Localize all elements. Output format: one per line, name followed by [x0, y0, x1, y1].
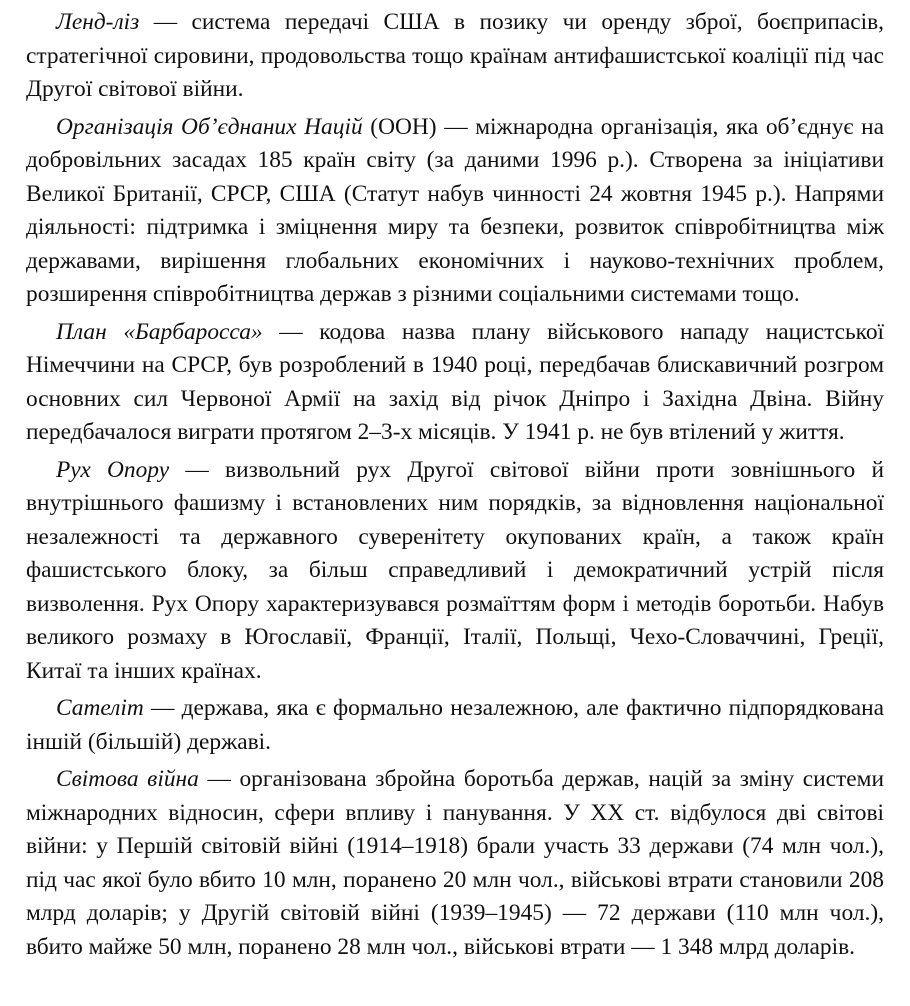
glossary-entry-barbarossa — [26, 316, 884, 450]
definition-lend-lease: — система передачі США в позику чи оренду зброї, боєприпасів, стратегічної сировини, продовольства тощо країнам антифашистської коаліції під час Другої світової війни. — [26, 9, 884, 102]
term-satellite: Сателіт — [56, 695, 144, 721]
term-united-nations: Організація Об’єднаних Націй — [56, 113, 363, 140]
definition-world-war: — організована збройна боротьба держав, націй за зміну системи міжнародних відносин, сфери впливу і панування. У ХХ ст. відбулося дві світові війни: у Першій світовій війні (1914–1918) брали участь 33 держави (74 млн чол.), під час якої було вбито 10 млн, поранено 20 млн чол., військові втрати становили 208 млрд доларів; у Другій світовій війні (1939–1945) — 72 держави (110 млн чол.), вбито майже 50 млн, поранено 28 млн чол., військові втрати — 1 348 млрд доларів. — [26, 766, 884, 960]
term-lend-lease: Ленд-ліз — [56, 9, 140, 35]
definition-united-nations: (ООН) — міжнародна організація, яка об’єднує на добровільних засадах 185 країн світу (за даними 1996 р.). Створена за ініціативи Великої Британії, СРСР, США (Статут набув чинності 24 жовтня 1945 р.). Напрями діяльності: підтримка і зміцнення миру та безпеки, розвиток співробітництва між державами, вирішення глобальних економічних і науково-технічних проблем, розширення співробітництва держав з різними соціальними системами тощо. — [26, 113, 884, 307]
glossary-entry-satellite — [26, 692, 884, 759]
definition-resistance: — визвольний рух Другої світової війни проти зовнішнього й внутрішнього фашизму і встановлених ним порядків, за відновлення національної незалежності та державного суверенітету окупованих країн, а також країн фашистського блоку, за більш справедливий і демократичний устрій після визволення. Рух Опору характеризувався розмаїттям форм і методів боротьби. Набув великого розмаху в Югославії, Франції, Італії, Польщі, Чехо-Словаччині, Греції, Китаї та інших країнах. — [26, 456, 884, 684]
definition-barbarossa: — кодова назва плану військового нападу нацистської Німеччини на СРСР, був розроблений в 1940 році, передбачав блискавичний розгром основних сил Червоної Армії на захід від річок Дніпро і Західна Двіна. Війну передбачалося виграти протягом 2–3-х місяців. У 1941 р. не був втілений у життя. — [26, 318, 885, 445]
definition-satellite: — держава, яка є формально незалежною, але фактично підпорядкована іншій (більшій) державі. — [26, 695, 884, 755]
glossary-entry-united-nations — [26, 111, 884, 312]
term-barbarossa: План «Барбаросса» — [56, 318, 263, 345]
term-world-war: Світова війна — [56, 766, 199, 792]
glossary-entry-resistance — [26, 454, 884, 689]
glossary-entry-world-war — [26, 763, 884, 964]
glossary-entry-lend-lease — [26, 6, 884, 107]
term-resistance: Рух Опору — [56, 456, 170, 483]
